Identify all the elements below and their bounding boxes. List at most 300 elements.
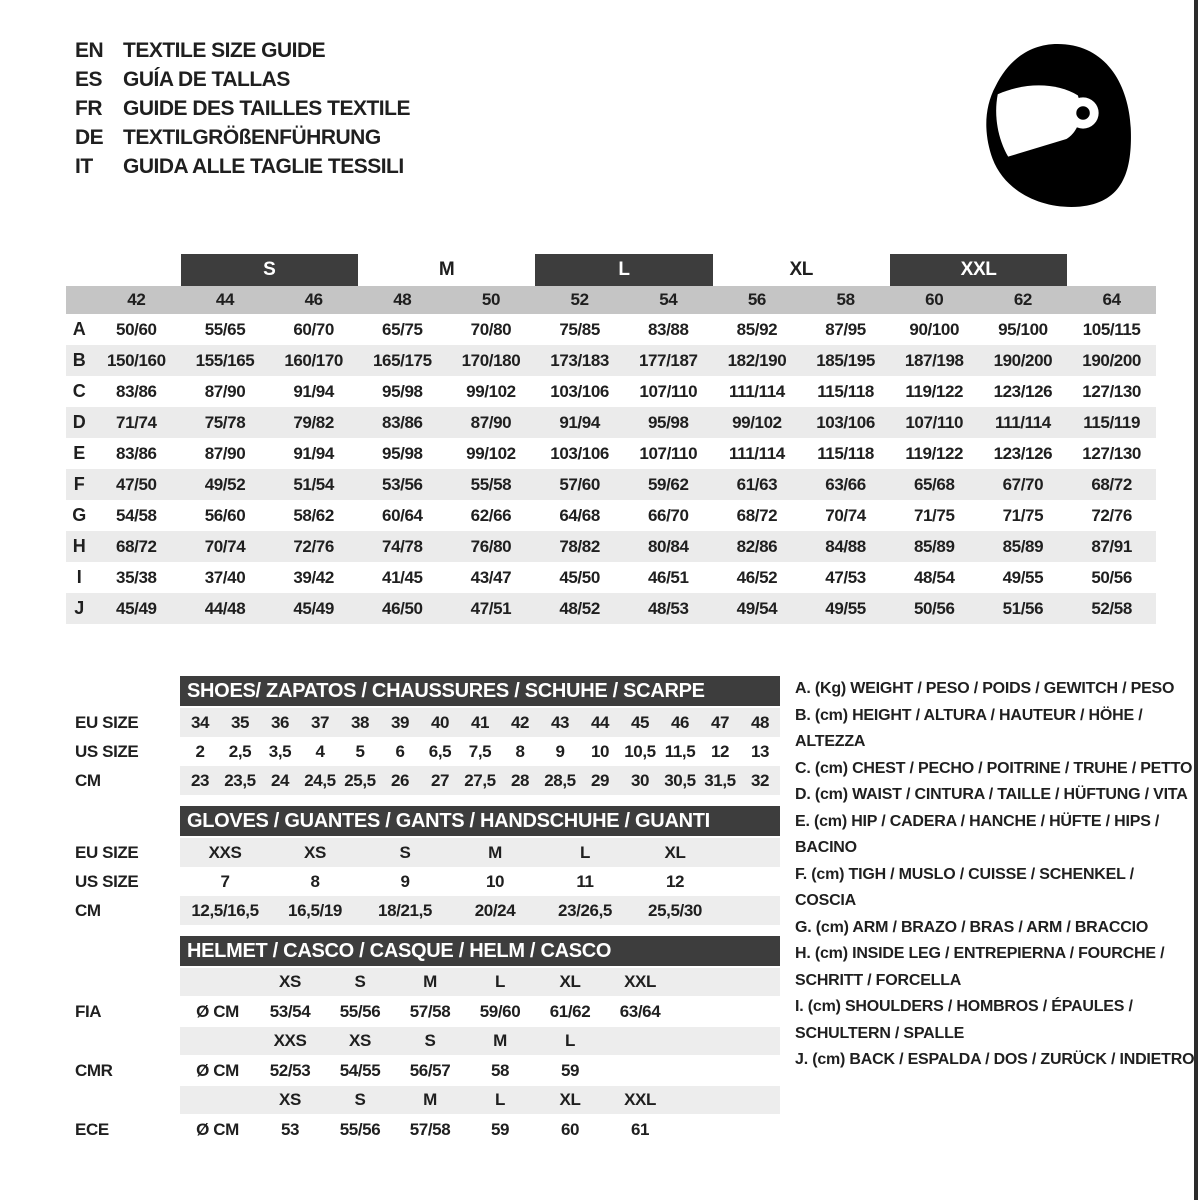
language-title: GUIDE DES TAILLES TEXTILE <box>123 96 410 120</box>
helmet-size-label: S <box>424 1031 436 1050</box>
shoes-row <box>75 737 785 766</box>
measure-value: 57/60 <box>559 474 600 494</box>
helmet-size-label: XS <box>279 1090 301 1109</box>
gloves-value: S <box>399 842 411 862</box>
measure-value: 83/88 <box>647 319 689 339</box>
language-code: IT <box>75 154 93 178</box>
legend-item: E. (cm) HIP / CADERA / HANCHE / HÜFTE / HIPS / BACINO <box>795 812 1160 856</box>
measure-value: 123/126 <box>993 381 1053 401</box>
shoes-value: 40 <box>430 712 450 732</box>
shoes-value: 3,5 <box>268 741 292 761</box>
measure-value: 65/75 <box>382 319 423 339</box>
measure-value: 65/68 <box>913 474 955 494</box>
helmet-title-row <box>75 936 785 968</box>
measure-row <box>66 469 1156 500</box>
shoes-value: 24 <box>270 770 290 790</box>
helmet-size-label: XXS <box>273 1031 307 1050</box>
helmet-size-label: M <box>493 1031 507 1050</box>
spacer <box>75 936 180 968</box>
measure-value: 51/56 <box>1002 598 1044 618</box>
measure-value: 47/53 <box>825 567 866 587</box>
measure-letter: B <box>72 350 86 370</box>
measure-value: 71/75 <box>1002 505 1044 525</box>
shoes-value: 43 <box>550 712 570 732</box>
helmet-size-label: XL <box>559 1090 581 1109</box>
measure-value: 103/106 <box>550 381 609 401</box>
helmet-size-value: 57/58 <box>409 1001 451 1021</box>
shoes-value: 48 <box>750 712 770 732</box>
shoes-title-row <box>75 676 785 708</box>
shoes-rows <box>75 708 785 795</box>
helmet-size-value: 54/55 <box>339 1060 381 1080</box>
measure-value: 39/42 <box>293 567 334 587</box>
shoes-cells <box>180 766 780 795</box>
helmet-values-band <box>180 1114 780 1145</box>
measure-value: 53/56 <box>382 474 423 494</box>
gloves-value: 25,5/30 <box>648 900 702 920</box>
helmet-size-label: S <box>354 972 366 991</box>
measure-value: 74/78 <box>382 536 423 556</box>
measure-row <box>66 314 1156 345</box>
measure-value: 85/89 <box>913 536 955 556</box>
measure-value: 87/90 <box>204 381 246 401</box>
gloves-value: XL <box>664 842 686 862</box>
measure-value: 111/114 <box>729 381 785 401</box>
gloves-band <box>180 838 780 867</box>
size-number: 60 <box>925 290 944 309</box>
measure-row <box>66 407 1156 438</box>
gloves-value: 12,5/16,5 <box>191 900 259 920</box>
measure-row <box>66 376 1156 407</box>
measure-letter: F <box>73 474 85 494</box>
gloves-value: 23/26,5 <box>558 900 612 920</box>
measure-value: 190/200 <box>1082 350 1141 370</box>
size-group-cell <box>181 252 358 286</box>
helmet-size-label: L <box>565 1031 575 1050</box>
measure-value: 85/92 <box>736 319 778 339</box>
gloves-band <box>180 896 780 925</box>
letter-col-spacer <box>66 252 92 286</box>
col-42-spacer <box>92 252 181 286</box>
size-group-label: M <box>438 259 455 280</box>
measure-value: 75/85 <box>559 319 600 339</box>
helmet-size-label: XXL <box>624 972 656 991</box>
measure-value: 87/95 <box>825 319 866 339</box>
shoes-row-label: US SIZE <box>75 741 139 761</box>
size-group-cell <box>358 252 535 286</box>
measure-value: 95/100 <box>998 319 1048 339</box>
size-number: 46 <box>304 290 323 309</box>
size-group-label: L <box>535 254 712 286</box>
size-number-row <box>66 286 1156 314</box>
gloves-cells <box>180 838 720 867</box>
diameter-unit-label: Ø CM <box>196 1119 239 1139</box>
measure-value: 84/88 <box>825 536 866 556</box>
measure-row <box>66 593 1156 624</box>
measure-value: 71/74 <box>116 412 157 432</box>
shoes-value: 44 <box>590 712 610 732</box>
shoes-value: 30 <box>630 770 650 790</box>
shoes-section <box>75 676 785 795</box>
helmet-size-value: 59/60 <box>479 1001 521 1021</box>
measure-value: 45/49 <box>116 598 157 618</box>
shoes-row <box>75 708 785 737</box>
helmet-standard-label: FIA <box>75 1001 102 1021</box>
measure-value: 66/70 <box>647 505 689 525</box>
measure-value: 43/47 <box>470 567 512 587</box>
measure-value: 115/118 <box>817 443 874 463</box>
measure-value: 82/86 <box>736 536 778 556</box>
gloves-row-label: EU SIZE <box>75 842 139 862</box>
measure-value: 80/84 <box>647 536 689 556</box>
shoes-value: 13 <box>750 741 770 761</box>
helmet-rows <box>75 968 785 1145</box>
measure-value: 48/52 <box>559 598 600 618</box>
language-code: EN <box>75 38 104 62</box>
gloves-title-row <box>75 806 785 838</box>
measure-value: 105/115 <box>1082 319 1141 339</box>
shoes-value: 5 <box>355 741 365 761</box>
shoes-row <box>75 766 785 795</box>
size-group-label: S <box>181 254 358 286</box>
measure-value: 83/86 <box>382 412 423 432</box>
legend-item: B. (cm) HEIGHT / ALTURA / HAUTEUR / HÖHE / ALTEZZA <box>795 706 1143 750</box>
measure-value: 48/54 <box>913 567 955 587</box>
measure-value: 61/63 <box>736 474 778 494</box>
gloves-value: L <box>580 842 590 862</box>
shoes-value: 27,5 <box>464 770 496 790</box>
measure-value: 48/53 <box>647 598 689 618</box>
helmet-size-label: L <box>495 1090 505 1109</box>
shoes-value: 35 <box>230 712 250 732</box>
measure-value: 182/190 <box>727 350 787 370</box>
measure-value: 68/72 <box>736 505 778 525</box>
helmet-sizes-band <box>180 1086 780 1114</box>
measure-value: 85/89 <box>1002 536 1044 556</box>
measure-value: 103/106 <box>550 443 609 463</box>
measure-value: 87/90 <box>204 443 246 463</box>
measure-value: 46/51 <box>647 567 689 587</box>
shoes-value: 34 <box>190 712 210 732</box>
shoes-value: 36 <box>270 712 290 732</box>
gloves-row-label: US SIZE <box>75 871 139 891</box>
shoes-value: 12 <box>710 741 730 761</box>
gloves-value: 8 <box>310 871 320 891</box>
shoes-value: 11,5 <box>664 741 696 761</box>
shoes-value: 6 <box>395 741 405 761</box>
measure-value: 44/48 <box>204 598 246 618</box>
helmet-sizes-row <box>75 968 785 996</box>
measure-value: 49/55 <box>825 598 866 618</box>
measure-value: 99/102 <box>466 443 516 463</box>
measure-value: 95/98 <box>647 412 689 432</box>
helmet-values-cells <box>180 1114 675 1145</box>
legend-item: C. (cm) CHEST / PECHO / POITRINE / TRUHE / PETTO <box>795 759 1193 777</box>
legend-list <box>795 676 1195 1074</box>
measure-value: 41/45 <box>382 567 423 587</box>
language-row <box>75 123 410 152</box>
measure-value: 119/122 <box>905 443 964 463</box>
helmet-size-value: 61 <box>630 1119 650 1139</box>
language-row <box>75 152 410 181</box>
language-row <box>75 65 410 94</box>
measure-letter: G <box>72 505 86 525</box>
shoes-value: 10,5 <box>624 741 656 761</box>
gloves-band <box>180 867 780 896</box>
racing-helmet-icon <box>978 40 1134 212</box>
measure-letter: A <box>72 319 86 339</box>
measure-value: 91/94 <box>559 412 600 432</box>
gloves-row <box>75 896 785 925</box>
measure-value: 50/56 <box>1091 567 1132 587</box>
size-number: 50 <box>481 290 500 309</box>
gloves-value: M <box>488 842 502 862</box>
measure-value: 56/60 <box>204 505 246 525</box>
helmet-size-value: 58 <box>490 1060 510 1080</box>
spacer <box>75 676 180 708</box>
measure-row <box>66 562 1156 593</box>
legend-item: A. (Kg) WEIGHT / PESO / POIDS / GEWITCH / PESO <box>795 680 1175 697</box>
shoes-title-bar: SHOES/ ZAPATOS / CHAUSSURES / SCHUHE / SCARPE <box>180 676 780 706</box>
measure-value: 78/82 <box>559 536 600 556</box>
measure-value: 127/130 <box>1082 443 1141 463</box>
measure-value: 46/52 <box>736 567 778 587</box>
measure-value: 70/74 <box>825 505 866 525</box>
helmet-size-value: 52/53 <box>269 1060 311 1080</box>
helmet-size-label: L <box>495 972 505 991</box>
shoes-row-label: CM <box>75 770 101 790</box>
gloves-value: 11 <box>576 871 594 891</box>
shoes-row-label: EU SIZE <box>75 712 139 732</box>
gloves-value: 10 <box>485 871 505 891</box>
size-number: 62 <box>1013 290 1032 309</box>
measure-row <box>66 345 1156 376</box>
measure-value: 47/50 <box>116 474 157 494</box>
diameter-unit-label: Ø CM <box>196 1060 239 1080</box>
gloves-value: XS <box>304 842 326 862</box>
helmet-sizes-cells <box>180 1086 675 1114</box>
measure-value: 46/50 <box>382 598 423 618</box>
gloves-value: 9 <box>400 871 410 891</box>
size-group-cell <box>713 252 890 286</box>
measure-row <box>66 500 1156 531</box>
helmet-size-value: 55/56 <box>339 1119 381 1139</box>
shoes-value: 46 <box>670 712 690 732</box>
measure-value: 60/70 <box>293 319 334 339</box>
measure-value: 91/94 <box>293 443 334 463</box>
helmet-standard-row <box>75 996 785 1027</box>
legend-item: I. (cm) SHOULDERS / HOMBROS / ÉPAULES / SCHULTERN / SPALLE <box>795 998 1133 1042</box>
measure-value: 87/90 <box>470 412 512 432</box>
spacer <box>75 806 180 838</box>
measure-value: 95/98 <box>382 443 423 463</box>
measure-value: 115/118 <box>817 381 874 401</box>
measure-value: 72/76 <box>293 536 334 556</box>
measure-value: 49/54 <box>736 598 778 618</box>
shoes-value: 23,5 <box>224 770 256 790</box>
gloves-value: 20/24 <box>474 900 516 920</box>
helmet-sizes-band <box>180 968 780 996</box>
shoes-value: 38 <box>350 712 370 732</box>
shoes-cells <box>180 708 780 737</box>
measure-value: 107/110 <box>639 381 698 401</box>
shoes-value: 7,5 <box>468 741 492 761</box>
shoes-value: 37 <box>310 712 330 732</box>
helmet-standard-label: ECE <box>75 1119 109 1139</box>
shoes-value: 23 <box>190 770 210 790</box>
measure-value: 63/66 <box>825 474 866 494</box>
gloves-cells <box>180 896 720 925</box>
shoes-value: 39 <box>390 712 410 732</box>
measure-value: 70/80 <box>470 319 512 339</box>
helmet-size-label: S <box>354 1090 366 1109</box>
shoes-value: 47 <box>710 712 730 732</box>
helmet-size-label: XXL <box>624 1090 656 1109</box>
measure-value: 165/175 <box>372 350 432 370</box>
textile-size-table <box>66 252 1156 624</box>
size-group-row <box>66 252 1156 286</box>
helmet-values-cells <box>180 996 675 1027</box>
measure-value: 59/62 <box>647 474 689 494</box>
measure-letter: E <box>73 443 85 463</box>
helmet-standard-row <box>75 1055 785 1086</box>
measure-value: 111/114 <box>994 412 1051 432</box>
measure-value: 119/122 <box>905 381 964 401</box>
measure-value: 67/70 <box>1002 474 1044 494</box>
measure-value: 111/114 <box>729 443 785 463</box>
shoes-band <box>180 737 780 766</box>
shoes-value: 30,5 <box>664 770 696 790</box>
language-title: GUIDA ALLE TAGLIE TESSILI <box>123 154 404 178</box>
measure-value: 72/76 <box>1091 505 1132 525</box>
measure-value: 51/54 <box>293 474 334 494</box>
measure-value: 76/80 <box>470 536 512 556</box>
helmet-size-value: 59 <box>560 1060 580 1080</box>
spacer <box>75 968 180 996</box>
shoes-value: 27 <box>430 770 450 790</box>
measure-letter: D <box>72 412 86 432</box>
helmet-size-value: 55/56 <box>339 1001 381 1021</box>
measure-value: 83/86 <box>116 381 157 401</box>
measure-value: 47/51 <box>470 598 512 618</box>
helmet-size-value: 57/58 <box>409 1119 451 1139</box>
measure-value: 75/78 <box>204 412 246 432</box>
measure-value: 123/126 <box>993 443 1053 463</box>
col-64-spacer <box>1067 252 1156 286</box>
measure-letter: H <box>72 536 86 556</box>
helmet-title-bar: HELMET / CASCO / CASQUE / HELM / CASCO <box>180 936 780 966</box>
helmet-size-value: 60 <box>560 1119 580 1139</box>
spacer <box>75 1027 180 1055</box>
measure-value: 185/195 <box>816 350 875 370</box>
shoes-value: 42 <box>510 712 530 732</box>
measure-value: 173/183 <box>550 350 609 370</box>
measure-letter: J <box>74 598 84 618</box>
language-row <box>75 94 410 123</box>
helmet-standard-label: CMR <box>75 1060 113 1080</box>
gloves-value: XXS <box>208 842 242 862</box>
measure-value: 64/68 <box>559 505 600 525</box>
helmet-section <box>75 936 785 1145</box>
measure-value: 90/100 <box>909 319 960 339</box>
helmet-size-value: 59 <box>490 1119 510 1139</box>
helmet-sizes-cells <box>180 968 675 996</box>
size-group-cell <box>535 252 712 286</box>
measure-value: 99/102 <box>466 381 516 401</box>
measure-value: 37/40 <box>204 567 246 587</box>
gloves-row <box>75 867 785 896</box>
measure-letter: C <box>72 381 86 401</box>
measure-value: 190/200 <box>993 350 1053 370</box>
size-number: 56 <box>747 290 766 309</box>
measure-value: 50/56 <box>913 598 955 618</box>
shoes-value: 2 <box>195 741 205 761</box>
language-title: GUÍA DE TALLAS <box>123 67 290 91</box>
shoes-value: 26 <box>390 770 410 790</box>
measure-value: 170/180 <box>461 350 521 370</box>
measure-row <box>66 438 1156 469</box>
shoes-band <box>180 708 780 737</box>
gloves-title-bar: GLOVES / GUANTES / GANTS / HANDSCHUHE / GUANTI <box>180 806 780 836</box>
size-number: 52 <box>570 290 589 309</box>
shoes-value: 24,5 <box>304 770 336 790</box>
measure-value: 55/58 <box>470 474 512 494</box>
shoes-value: 2,5 <box>228 741 252 761</box>
size-number: 44 <box>215 290 235 309</box>
measure-value: 45/49 <box>293 598 334 618</box>
language-title: TEXTILGRÖßENFÜHRUNG <box>123 125 381 149</box>
helmet-sizes-cells <box>180 1027 675 1055</box>
measure-value: 155/165 <box>195 350 255 370</box>
helmet-size-value: 56/57 <box>409 1060 451 1080</box>
spacer <box>75 1086 180 1114</box>
measure-row <box>66 531 1156 562</box>
legend-item: G. (cm) ARM / BRAZO / BRAS / ARM / BRACCIO <box>795 918 1149 936</box>
measure-value: 79/82 <box>293 412 334 432</box>
measure-value: 49/52 <box>204 474 246 494</box>
gloves-value: 12 <box>665 871 685 891</box>
helmet-size-label: M <box>423 1090 437 1109</box>
gloves-cells <box>180 867 720 896</box>
measure-value: 187/198 <box>904 350 964 370</box>
helmet-size-value: 53 <box>280 1119 300 1139</box>
measure-value: 58/62 <box>293 505 334 525</box>
helmet-values-cells <box>180 1055 675 1086</box>
measure-value: 95/98 <box>382 381 423 401</box>
measure-value: 107/110 <box>905 412 964 432</box>
helmet-values-band <box>180 996 780 1027</box>
measure-value: 55/65 <box>204 319 246 339</box>
measure-value: 150/160 <box>107 350 166 370</box>
gloves-value: 7 <box>220 871 230 891</box>
measure-value: 52/58 <box>1091 598 1132 618</box>
size-number: 58 <box>836 290 855 309</box>
measure-value: 177/187 <box>638 350 698 370</box>
shoes-value: 29 <box>590 770 610 790</box>
language-row <box>75 36 410 65</box>
measure-value: 68/72 <box>1091 474 1132 494</box>
measure-value: 68/72 <box>116 536 157 556</box>
size-group-cell <box>890 252 1067 286</box>
measure-value: 60/64 <box>382 505 423 525</box>
measure-value: 115/119 <box>1083 412 1140 432</box>
language-code: ES <box>75 67 103 91</box>
measure-letter: I <box>76 567 82 587</box>
size-group-label: XXL <box>890 254 1067 286</box>
shoes-value: 6,5 <box>428 741 452 761</box>
visor-pivot-hole <box>1076 106 1090 120</box>
measure-value: 103/106 <box>816 412 875 432</box>
